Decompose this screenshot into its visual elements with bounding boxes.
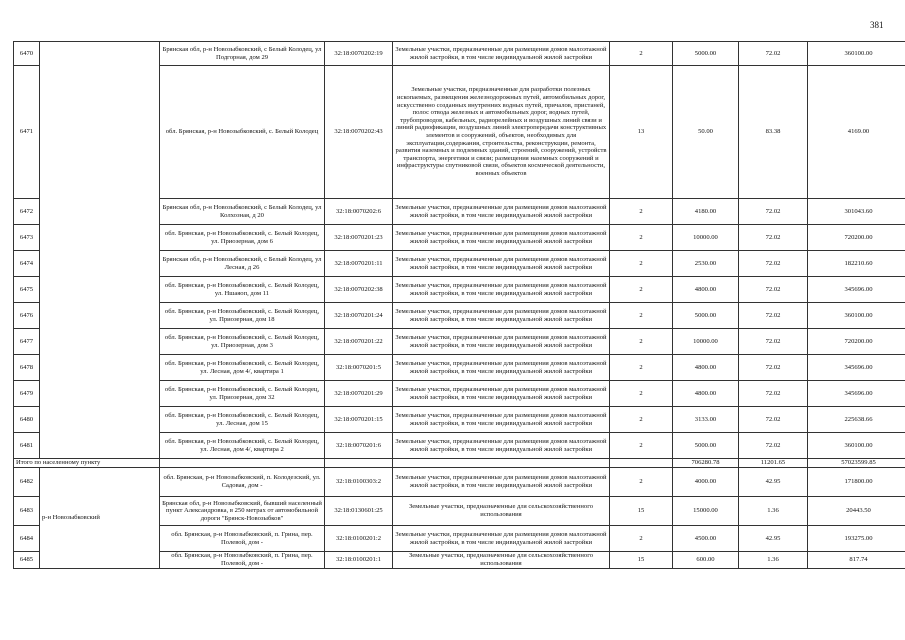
cadastral-value-cell: 360100.00 — [808, 42, 905, 66]
address-cell: обл. Брянская, р-н Новозыбковский, с. Белый Колодец, ул. Приозерная, дом 6 — [160, 225, 325, 251]
area-cell: 4800.00 — [673, 355, 739, 381]
use-code-cell: 2 — [610, 251, 673, 277]
area-cell: 50.00 — [673, 66, 739, 199]
address-cell: обл. Брянская, р-н Новозыбковский, с. Белый Колодец, ул. Лесная, дом 4/, квартира 1 — [160, 355, 325, 381]
row-number: 6478 — [14, 355, 40, 381]
land-use-cell: Земельные участки, предназначенные для размещения домов малоэтажной жилой застройки, в том числе индивидуальной жилой застройки — [393, 225, 610, 251]
rate-cell: 72.02 — [739, 225, 808, 251]
rate-cell: 72.02 — [739, 277, 808, 303]
address-cell: Брянская обл, р-н Новозыбковский, бывший населенный пункт Александровка, в 250 метрах от автомобильной дороги "Брянск-Новозыбков" — [160, 497, 325, 526]
use-code-cell: 2 — [610, 526, 673, 552]
table-body-top — [14, 42, 905, 459]
cadastral-value-cell: 225638.66 — [808, 407, 905, 433]
rate-cell: 72.02 — [739, 329, 808, 355]
cadastral-number-cell: 32:18:0070201:11 — [325, 251, 393, 277]
area-cell: 10000.00 — [673, 225, 739, 251]
row-number: 6472 — [14, 199, 40, 225]
land-use-cell: Земельные участки, предназначенные для сельскохозяйственного использования — [393, 552, 610, 569]
cadastral-number-cell: 32:18:0070201:29 — [325, 381, 393, 407]
cadastral-value-cell: 720200.00 — [808, 329, 905, 355]
land-use-cell: Земельные участки, предназначенные для размещения домов малоэтажной жилой застройки, в том числе индивидуальной жилой застройки — [393, 329, 610, 355]
address-cell: обл. Брянская, р-н Новозыбковский, с. Белый Колодец, ул. Лесная, дом 15 — [160, 407, 325, 433]
subtotal-blank-cell — [325, 459, 393, 468]
cadastral-value-cell: 193275.00 — [808, 526, 905, 552]
address-cell: обл. Брянская, р-н Новозыбковский, с. Белый Колодец, ул. Ншаяоп, дом 11 — [160, 277, 325, 303]
land-use-cell: Земельные участки, предназначенные для размещения домов малоэтажной жилой застройки, в том числе индивидуальной жилой застройки — [393, 277, 610, 303]
row-number: 6485 — [14, 552, 40, 569]
land-use-cell: Земельные участки, предназначенные для размещения домов малоэтажной жилой застройки, в том числе индивидуальной жилой застройки — [393, 381, 610, 407]
address-cell: Брянская обл, р-н Новозыбковский, с Белый Колодец, ул Колхозная, д 20 — [160, 199, 325, 225]
address-cell: обл. Брянская, р-н Новозыбковский, с. Белый Колодец, ул. Приозерная, дом 3 — [160, 329, 325, 355]
table-body-bottom — [14, 468, 905, 569]
subtotal-area: 706280.78 — [673, 459, 739, 468]
cadastral-value-cell: 4169.00 — [808, 66, 905, 199]
use-code-cell: 2 — [610, 433, 673, 459]
cadastral-number-cell: 32:18:0070201:24 — [325, 303, 393, 329]
land-use-cell: Земельные участки, предназначенные для размещения домов малоэтажной жилой застройки, в том числе индивидуальной жилой застройки — [393, 42, 610, 66]
rate-cell: 72.02 — [739, 381, 808, 407]
address-cell: обл. Брянская, р-н Новозыбковский, п. Грина, пер. Полевой, дом - — [160, 552, 325, 569]
cadastral-number-cell: 32:18:0100201:2 — [325, 526, 393, 552]
page-number: 381 — [870, 20, 884, 30]
use-code-cell: 2 — [610, 407, 673, 433]
use-code-cell: 13 — [610, 66, 673, 199]
land-use-cell: Земельные участки, предназначенные для размещения домов малоэтажной жилой застройки, в том числе индивидуальной жилой застройки — [393, 407, 610, 433]
address-cell: обл. Брянская, р-н Новозыбковский, с. Белый Колодец — [160, 66, 325, 199]
cadastral-number-cell: 32:18:0070202:43 — [325, 66, 393, 199]
land-use-cell: Земельные участки, предназначенные для размещения домов малоэтажной жилой застройки, в том числе индивидуальной жилой застройки — [393, 468, 610, 497]
cadastral-value-cell: 345696.00 — [808, 355, 905, 381]
area-cell: 5000.00 — [673, 433, 739, 459]
row-number: 6476 — [14, 303, 40, 329]
row-number: 6479 — [14, 381, 40, 407]
address-cell: Брянская обл, р-н Новозыбковский, с Белый Колодец, ул Подгорная, дом 29 — [160, 42, 325, 66]
use-code-cell: 2 — [610, 303, 673, 329]
cadastral-number-cell: 32:18:0100201:1 — [325, 552, 393, 569]
cadastral-number-cell: 32:18:0070201:6 — [325, 433, 393, 459]
subtotal-blank-cell — [393, 459, 610, 468]
rate-cell: 1.36 — [739, 497, 808, 526]
area-cell: 4800.00 — [673, 277, 739, 303]
row-number: 6471 — [14, 66, 40, 199]
row-number: 6480 — [14, 407, 40, 433]
row-number: 6484 — [14, 526, 40, 552]
use-code-cell: 2 — [610, 329, 673, 355]
rate-cell: 72.02 — [739, 251, 808, 277]
subtotal-rate: 11201.65 — [739, 459, 808, 468]
cadastral-value-cell: 301043.60 — [808, 199, 905, 225]
rate-cell: 1.36 — [739, 552, 808, 569]
area-cell: 4500.00 — [673, 526, 739, 552]
area-cell: 5000.00 — [673, 303, 739, 329]
land-use-cell: Земельные участки, предназначенные для размещения домов малоэтажной жилой застройки, в том числе индивидуальной жилой застройки — [393, 433, 610, 459]
row-number: 6481 — [14, 433, 40, 459]
use-code-cell: 2 — [610, 468, 673, 497]
cadastral-value-cell: 345696.00 — [808, 381, 905, 407]
address-cell: обл. Брянская, р-н Новозыбковский, с. Белый Колодец, ул. Лесная, дом 4/, квартира 2 — [160, 433, 325, 459]
locality-blank-cell — [40, 42, 160, 459]
address-cell: Брянская обл, р-н Новозыбковский, с Белый Колодец, ул Лесная, д 26 — [160, 251, 325, 277]
cadastral-number-cell: 32:18:0070201:5 — [325, 355, 393, 381]
rate-cell: 72.02 — [739, 42, 808, 66]
rate-cell: 72.02 — [739, 199, 808, 225]
cadastral-value-cell: 360100.00 — [808, 433, 905, 459]
row-number: 6475 — [14, 277, 40, 303]
table-row — [14, 42, 905, 66]
cadastral-value-table — [13, 41, 905, 569]
row-number: 6482 — [14, 468, 40, 497]
address-cell: обл. Брянская, р-н Новозыбковский, с. Белый Колодец, ул. Приозерная, дом 18 — [160, 303, 325, 329]
use-code-cell: 2 — [610, 199, 673, 225]
land-use-cell: Земельные участки, предназначенные для разработки полезных ископаемых, размещения железнодорожных путей, автомобильных дорог, искусственно созданных внутренних водных путей, причалов, пристаней, полос отвода железных и автомобильных дорог, водных путей, трубопроводов, кабельных, радиорелейных и воздушных линий связи и линий радиофикации, воздушных линий электропередачи конструктивных элементов и сооружений, объектов, необходимых для эксплуатации,содержания, строительства, реконструкции, ремонта, развития наземных и подземных зданий, строений, сооружений, устройств транспорта, энергетики и связи; размещения наземных сооружений и инфраструктуры спутниковой связи, объектов космической деятельности, военных объектов — [393, 66, 610, 199]
cadastral-number-cell: 32:18:0070202:38 — [325, 277, 393, 303]
cadastral-value-cell: 345696.00 — [808, 277, 905, 303]
use-code-cell: 2 — [610, 225, 673, 251]
area-cell: 15000.00 — [673, 497, 739, 526]
rate-cell: 42.95 — [739, 468, 808, 497]
row-number: 6474 — [14, 251, 40, 277]
row-number: 6477 — [14, 329, 40, 355]
cadastral-number-cell: 32:18:0070201:15 — [325, 407, 393, 433]
subtotal-label: Итого по населенному пункту — [14, 459, 160, 468]
table-body-subtotal — [14, 459, 905, 468]
area-cell: 4800.00 — [673, 381, 739, 407]
use-code-cell: 15 — [610, 552, 673, 569]
area-cell: 5000.00 — [673, 42, 739, 66]
subtotal-blank-cell — [610, 459, 673, 468]
rate-cell: 72.02 — [739, 407, 808, 433]
address-cell: обл. Брянская, р-н Новозыбковский, п. Грина, пер. Полевой, дом - — [160, 526, 325, 552]
rate-cell: 72.02 — [739, 303, 808, 329]
cadastral-value-cell: 20443.50 — [808, 497, 905, 526]
land-use-cell: Земельные участки, предназначенные для размещения домов малоэтажной жилой застройки, в том числе индивидуальной жилой застройки — [393, 355, 610, 381]
cadastral-number-cell: 32:18:0070201:22 — [325, 329, 393, 355]
use-code-cell: 2 — [610, 355, 673, 381]
land-use-cell: Земельные участки, предназначенные для размещения домов малоэтажной жилой застройки, в том числе индивидуальной жилой застройки — [393, 526, 610, 552]
row-number: 6470 — [14, 42, 40, 66]
address-cell: обл. Брянская, р-н Новозыбковский, с. Белый Колодец, ул. Приозерная, дом 32 — [160, 381, 325, 407]
subtotal-blank-cell — [160, 459, 325, 468]
cadastral-number-cell: 32:18:0070201:23 — [325, 225, 393, 251]
use-code-cell: 2 — [610, 381, 673, 407]
cadastral-value-cell: 171800.00 — [808, 468, 905, 497]
cadastral-number-cell: 32:18:0100303:2 — [325, 468, 393, 497]
rate-cell: 72.02 — [739, 355, 808, 381]
cadastral-number-cell: 32:18:0070202:19 — [325, 42, 393, 66]
land-use-cell: Земельные участки, предназначенные для размещения домов малоэтажной жилой застройки, в том числе индивидуальной жилой застройки — [393, 251, 610, 277]
rate-cell: 42.95 — [739, 526, 808, 552]
land-use-cell: Земельные участки, предназначенные для сельскохозяйственного использования — [393, 497, 610, 526]
cadastral-number-cell: 32:18:0070202:6 — [325, 199, 393, 225]
region-label: р-н Новозыбковский — [40, 468, 160, 569]
subtotal-value: 57023599.85 — [808, 459, 905, 468]
cadastral-value-cell: 182210.60 — [808, 251, 905, 277]
area-cell: 600.00 — [673, 552, 739, 569]
use-code-cell: 2 — [610, 277, 673, 303]
cadastral-value-cell: 720200.00 — [808, 225, 905, 251]
rate-cell: 72.02 — [739, 433, 808, 459]
table-row — [14, 468, 905, 497]
row-number: 6473 — [14, 225, 40, 251]
address-cell: обл. Брянская, р-н Новозыбковский, п. Колодезский, ул. Садовая, дом - — [160, 468, 325, 497]
cadastral-value-cell: 817.74 — [808, 552, 905, 569]
area-cell: 3133.00 — [673, 407, 739, 433]
area-cell: 4000.00 — [673, 468, 739, 497]
land-use-cell: Земельные участки, предназначенные для размещения домов малоэтажной жилой застройки, в том числе индивидуальной жилой застройки — [393, 199, 610, 225]
area-cell: 10000.00 — [673, 329, 739, 355]
cadastral-value-cell: 360100.00 — [808, 303, 905, 329]
use-code-cell: 15 — [610, 497, 673, 526]
rate-cell: 83.38 — [739, 66, 808, 199]
cadastral-number-cell: 32:18:0130601:25 — [325, 497, 393, 526]
area-cell: 2530.00 — [673, 251, 739, 277]
row-number: 6483 — [14, 497, 40, 526]
use-code-cell: 2 — [610, 42, 673, 66]
area-cell: 4180.00 — [673, 199, 739, 225]
land-use-cell: Земельные участки, предназначенные для размещения домов малоэтажной жилой застройки, в том числе индивидуальной жилой застройки — [393, 303, 610, 329]
subtotal-row — [14, 459, 905, 468]
